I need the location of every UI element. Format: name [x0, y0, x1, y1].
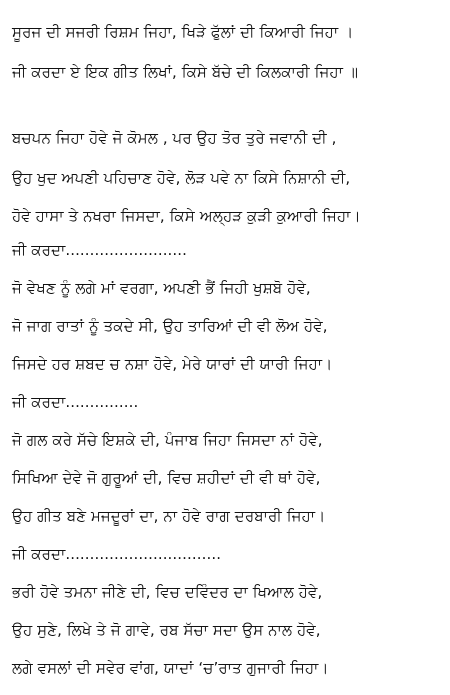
refrain-line: ਜੀ ਕਰਦਾ.........................	[12, 241, 188, 259]
poem-line: ਸਿਖਿਆ ਦੇਵੇ ਜੋ ਗੁਰੂਆਂ ਦੀ, ਵਿਚ ਸ਼ਹੀਦਾਂ ਦੀ ਵੀ ਥਾਂ ਹੋਵੇ,	[12, 469, 321, 487]
poem-line: ਜੋ ਵੇਖਣ ਨੂੰ ਲਗੇ ਮਾਂ ਵਰਗਾ, ਅਪਣੀ ਭੈਂ ਜਿਹੀ ਖੁਸ਼ਬੋ ਹੋਵੇ,	[12, 279, 311, 297]
poem-line: ਹੋਵੇ ਹਾਸਾ ਤੇ ਨਖਰਾ ਜਿਸਦਾ, ਕਿਸੇ ਅਲ੍ਹੜ ਕੁੜੀ ਕੁਆਰੀ ਜਿਹਾ।	[12, 207, 361, 225]
poem-line: ਜੋ ਗਲ ਕਰੇ ਸੱਚੇ ਇਸ਼ਕੇ ਦੀ, ਪੰਜਾਬ ਜਿਹਾ ਜਿਸਦਾ ਨਾਂ ਹੋਵੇ,	[12, 431, 323, 449]
poem-line: ਜੀ ਕਰਦਾ ਏ ਇਕ ਗੀਤ ਲਿਖਾਂ, ਕਿਸੇ ਬੱਚੇ ਦੀ ਕਿਲਕਾਰੀ ਜਿਹਾ ॥	[12, 63, 359, 81]
poem-line: ਜੋ ਜਾਗ ਰਾਤਾਂ ਨੂੰ ਤਕਦੇ ਸੀ, ਉਹ ਤਾਰਿਆਂ ਦੀ ਵੀ ਲੋਅ ਹੋਵੇ,	[12, 317, 328, 335]
poem-line: ਬਚਪਨ ਜਿਹਾ ਹੋਵੇ ਜੋ ਕੋਮਲ , ਪਰ ਉਹ ਤੋਰ ਤੁਰੇ ਜਵਾਨੀ ਦੀ ,	[12, 129, 337, 147]
poem-line: ਉਹ ਗੀਤ ਬਣੇ ਮਜਦੂਰਾਂ ਦਾ, ਨਾ ਹੋਵੇ ਰਾਗ ਦਰਬਾਰੀ ਜਿਹਾ।	[12, 507, 326, 525]
refrain-line: ਜੀ ਕਰਦਾ................................	[12, 545, 222, 563]
poem-line: ਉਹ ਸੁਣੇ, ਲਿਖੇ ਤੇ ਜੋ ਗਾਵੇ, ਰਬ ਸੱਚਾ ਸਦਾ ਉਸ ਨਾਲ ਹੋਵੇ,	[12, 621, 321, 639]
poem-line: ਸੂਰਜ ਦੀ ਸਜਰੀ ਰਿਸ਼ਮ ਜਿਹਾ, ਖਿੜੇ ਫੁੱਲਾਂ ਦੀ ਕਿਆਰੀ ਜਿਹਾ ।	[12, 23, 354, 41]
poem-line: ਭਰੀ ਹੋਵੇ ਤਮਨਾ ਜੀਣੇ ਦੀ, ਵਿਚ ਦਵਿੰਦਰ ਦਾ ਖਿਆਲ ਹੋਵੇ,	[12, 583, 323, 601]
poem-line: ਉਹ ਖੁਦ ਅਪਣੀ ਪਹਿਚਾਣ ਹੋਵੇ, ਲੋੜ ਪਵੇ ਨਾ ਕਿਸੇ ਨਿਸ਼ਾਨੀ ਦੀ,	[12, 169, 351, 187]
refrain-line: ਜੀ ਕਰਦਾ...............	[12, 393, 139, 411]
poem-line: ਜਿਸਦੇ ਹਰ ਸ਼ਬਦ ਚ ਨਸ਼ਾ ਹੋਵੇ, ਮੇਰੇ ਯਾਰਾਂ ਦੀ ਯਾਰੀ ਜਿਹਾ।	[12, 355, 333, 373]
poem-line: ਲਗੇ ਵਸਲਾਂ ਦੀ ਸਵੇਰ ਵਾਂਗ, ਯਾਦਾਂ ‘ਚ’ਰਾਤ ਗੁਜਾਰੀ ਜਿਹਾ।	[12, 659, 329, 677]
